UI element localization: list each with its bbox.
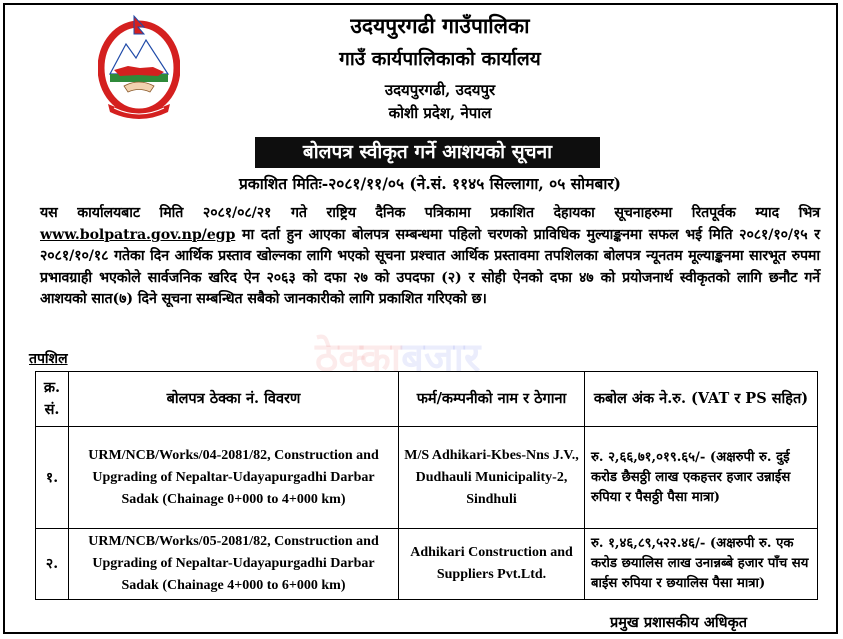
body-text-part1: यस कार्यालयबाट मिति २०८१/०८/२१ गते राष्ट्रिय दैनिक पत्रिकामा प्रकाशित देहायका सूचनाहरुमा रितपूर्वक म्याद भित्र	[40, 205, 820, 221]
row-description: URM/NCB/Works/04-2081/82, Construction and Upgrading of Nepaltar-Udayapurgadhi Darbar Sadak (Chainage 0+000 to 4+000 km)	[69, 427, 399, 529]
signatory-title: प्रमुख प्रशासकीय अधिकृत	[610, 614, 747, 631]
row-amount: रु. २,६६,७१,०१९.६५/- (अक्षरुपी रु. दुई करोड छैसठ्ठी लाख एकहत्तर हजार उन्नाईस रुपिया र पैसठ्ठी पैसा मात्रा)	[585, 427, 818, 529]
published-date: प्रकाशित मितिः-२०८१/११/०५ (ने.सं. ११४५ सिल्लागा, ०५ सोमबार)	[238, 174, 622, 193]
row-amount: रु. १,४६,८९,५२२.४६/- (अक्षरुपी रु. एक करोड छयालिस लाख उनान्नब्बे हजार पाँच सय बाईस रुपिया र छयालिस पैसा मात्रा)	[585, 529, 818, 600]
province-country: कोशी प्रदेश, नेपाल	[388, 104, 492, 122]
row-firm: Adhikari Construction and Suppliers Pvt.Ltd.	[399, 529, 585, 600]
table-caption: तपशिल	[29, 351, 68, 367]
bid-table	[35, 371, 818, 600]
table-row	[36, 529, 818, 600]
header-sn: क्र. सं.	[36, 372, 69, 427]
table-row	[36, 427, 818, 529]
watermark-part1: ठेक्का	[315, 335, 402, 381]
body-text-part2: मा दर्ता हुन आएका बोलपत्र सम्बन्धमा पहिलो चरणको प्राविधिक मुल्याङ्कनमा सफल भई मिति २०८१/१०/१५ र २०८१/१०/१८ गतेका दिन आर्थिक प्रस्ताव खोल्नका लागि भएको सूचना प्रश्चात आर्थिक प्रस्तावमा तपशिलका बोलपत्र न्यूनतम मूल्याङ्कनमा सारभूत रुपमा प्रभावग्राही भएकोले सार्वजनिक खरिद ऐन २०६३ को दफा २७ को उपदफा (२) र सोही ऐनको दफा ४७ को प्रयोजनार्थ स्वीकृतको लागि छनौट गर्ने आशयको सात(७) दिने सूचना सम्बन्धित सबैको जानकारीको लागि प्रकाशित गरिएको छ।	[40, 226, 820, 307]
notice-body	[40, 203, 820, 311]
nepal-government-emblem-icon	[98, 12, 180, 130]
row-firm: M/S Adhikari-Kbes-Nns J.V., Dudhauli Municipality-2, Sindhuli	[399, 427, 585, 529]
header-description: बोलपत्र ठेक्का नं. विवरण	[69, 372, 399, 427]
row-description: URM/NCB/Works/05-2081/82, Construction and Upgrading of Nepaltar-Udayapurgadhi Darbar Sadak (Chainage 4+000 to 6+000 km)	[69, 529, 399, 600]
row-sn: १.	[36, 427, 69, 529]
header-amount: कबोल अंक ने.रु. (VAT र PS सहित)	[585, 372, 818, 427]
notice-title: बोलपत्र स्वीकृत गर्ने आशयको सूचना	[255, 137, 600, 168]
egp-link[interactable]: www.bolpatra.gov.np/egp	[40, 226, 236, 243]
watermark-part2: बजार	[401, 335, 481, 381]
office-name: गाउँ कार्यपालिकाको कार्यालय	[339, 48, 541, 70]
header-firm: फर्म/कम्पनीको नाम र ठेगाना	[399, 372, 585, 427]
office-address: उदयपुरगढी, उदयपुर	[384, 81, 496, 99]
row-sn: २.	[36, 529, 69, 600]
municipality-name: उदयपुरगढी गाउँपालिका	[350, 13, 530, 38]
table-header-row	[36, 372, 818, 427]
